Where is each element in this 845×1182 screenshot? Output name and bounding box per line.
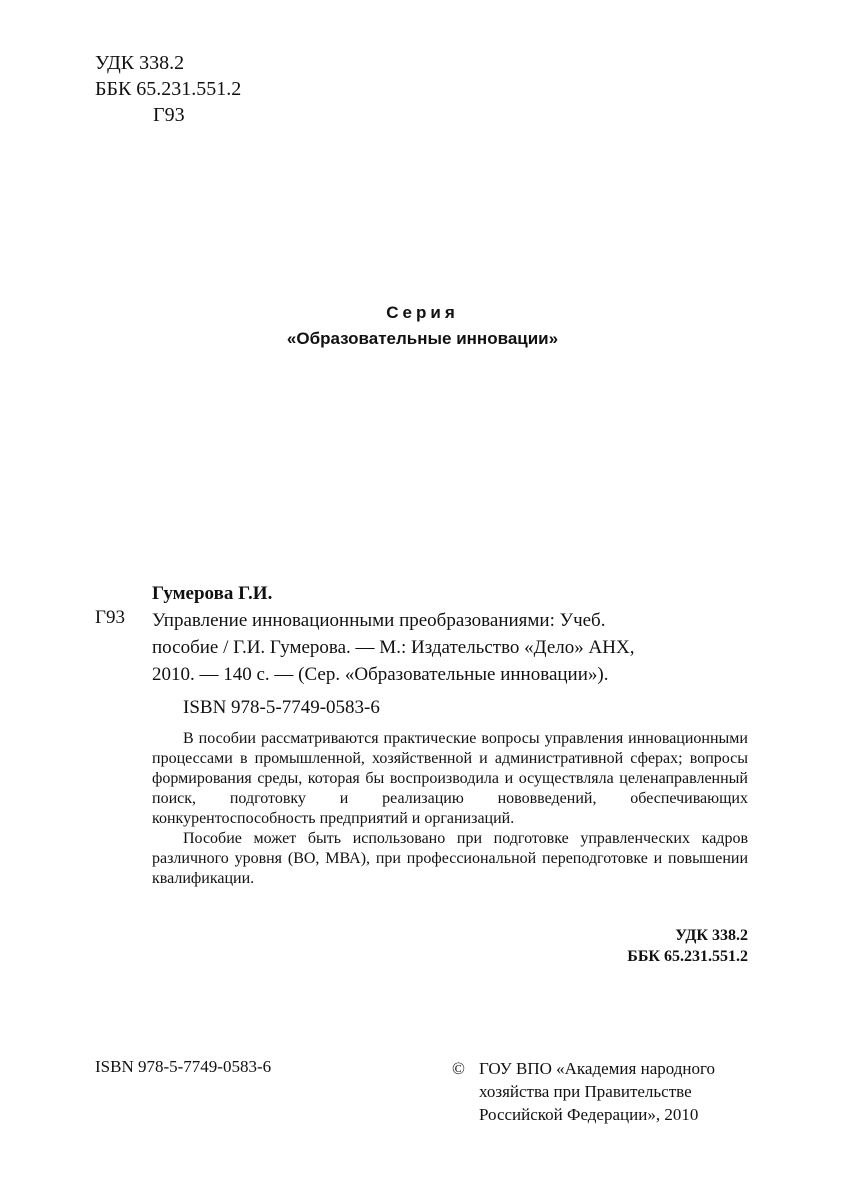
header-classification-block [95, 50, 241, 128]
series-label: Серия [386, 303, 459, 322]
copyright-text: ГОУ ВПО «Академия народного [479, 1059, 716, 1078]
footer-isbn: ISBN 978-5-7749-0583-6 [95, 1057, 272, 1076]
abstract-paragraph-1: В пособии рассматриваются практические вопросы управления инновационными процессами в промышленной, хозяйственной и административной сферах; вопросы формирования среды, которая бы воспроизводила и осуществляла целенаправленный поиск, подготовку и реализацию нововведений, обеспечивающих конкурентоспособность предприятий и организаций. [152, 730, 748, 827]
abstract-block [152, 729, 748, 889]
record-author-sign: Г93 [95, 607, 125, 628]
copyright-sign: © [452, 1059, 465, 1078]
abstract-paragraph-2: Пособие может быть использовано при подготовке управленческих кадров различного уровня (ВО, МВА), при профессиональной переподготовке и повышении квалификации. [152, 830, 748, 887]
description-line: Управление инновационными преобразованиями: Учеб. [152, 610, 606, 631]
header-author-sign: Г93 [153, 104, 185, 126]
copyright-line: хозяйства при Правительстве [479, 1082, 692, 1101]
classification-udk: УДК 338.2 [675, 927, 748, 944]
description-line: пособие / Г.И. Гумерова. — М.: Издательство «Дело» АНХ, [152, 637, 635, 658]
header-bbk: ББК 65.231.551.2 [95, 78, 242, 100]
header-udk: УДК 338.2 [95, 52, 185, 74]
copyright-notice [452, 1057, 715, 1126]
bibliographic-description [152, 607, 748, 688]
record-author: Гумерова Г.И. [152, 583, 273, 604]
copyright-line: Российской Федерации», 2010 [479, 1105, 699, 1124]
series-title: «Образовательные инновации» [286, 329, 559, 348]
copyright-line [452, 1057, 715, 1080]
series-block [0, 300, 845, 352]
classification-codes [627, 925, 748, 967]
description-line: 2010. — 140 с. — (Сер. «Образовательные инновации»). [152, 664, 609, 685]
record-isbn: ISBN 978-5-7749-0583-6 [183, 697, 380, 718]
classification-bbk: ББК 65.231.551.2 [627, 948, 748, 965]
